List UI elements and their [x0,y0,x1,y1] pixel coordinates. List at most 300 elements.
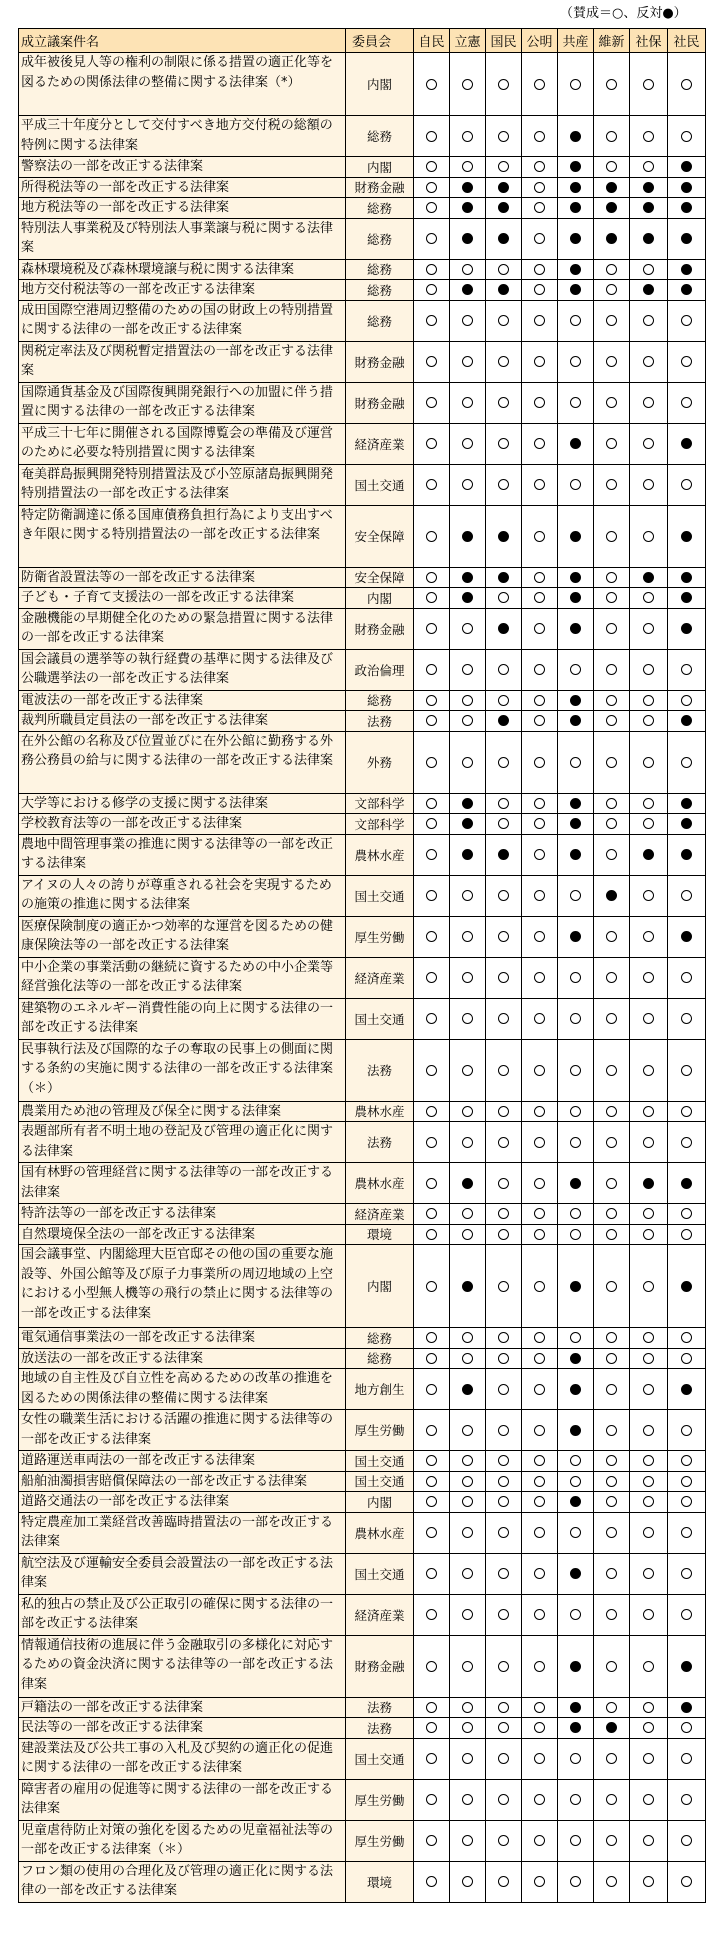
vote-against-mark [570,202,581,213]
vote-for-mark [426,1178,437,1189]
bill-name: 農業用ため池の管理及び保全に関する法律案 [19,1101,346,1122]
vote-cell [558,53,594,116]
vote-cell [450,1451,486,1472]
vote-for-mark [462,890,473,901]
vote-for-mark [534,1661,545,1672]
vote-for-mark [498,890,509,901]
vote-cell [522,1779,558,1820]
vote-cell [594,1163,630,1204]
vote-for-mark [462,1332,473,1343]
vote-cell [522,157,558,178]
vote-cell [486,280,522,301]
vote-for-mark [498,757,509,768]
committee-name: 厚生労働 [346,1410,414,1451]
vote-cell [594,259,630,280]
vote-cell [630,1451,668,1472]
vote-cell [414,875,450,916]
vote-for-mark [534,818,545,829]
bill-name: 特許法等の一部を改正する法律案 [19,1204,346,1225]
vote-against-mark [681,818,692,829]
vote-for-mark [606,1876,617,1887]
vote-cell [450,1369,486,1410]
vote-for-mark [462,1229,473,1240]
vote-cell [450,505,486,567]
vote-cell [558,814,594,835]
vote-for-mark [426,592,437,603]
vote-cell [450,1492,486,1513]
vote-cell [486,1163,522,1204]
committee-name: 文部科学 [346,793,414,814]
vote-for-mark [534,202,545,213]
vote-cell [630,814,668,835]
bill-name: 地域の自主性及び自立性を高めるための改革の推進を図るための関係法律の整備に関する法律案 [19,1369,346,1410]
vote-cell [522,1122,558,1163]
vote-for-mark [606,849,617,860]
vote-for-mark [534,284,545,295]
vote-against-mark [462,182,473,193]
vote-for-mark [534,1455,545,1466]
vote-for-mark [534,757,545,768]
vote-for-mark [534,182,545,193]
vote-cell [668,1348,706,1369]
committee-name: 安全保障 [346,567,414,588]
table-row [19,1451,706,1472]
vote-for-mark [534,264,545,275]
vote-cell [594,711,630,732]
vote-cell [558,690,594,711]
vote-against-mark [498,182,509,193]
vote-cell [558,567,594,588]
committee-name: 内閣 [346,1245,414,1328]
bill-name: 裁判所職員定員法の一部を改正する法律案 [19,711,346,732]
vote-for-mark [534,798,545,809]
vote-for-mark [426,849,437,860]
vote-cell [414,1410,450,1451]
vote-cell [630,1101,668,1122]
vote-against-mark [570,1353,581,1364]
vote-for-mark [643,161,654,172]
vote-for-mark [426,79,437,90]
vote-for-mark [606,757,617,768]
vote-for-mark [606,931,617,942]
bill-name: 船舶油濁損害賠償保障法の一部を改正する法律案 [19,1471,346,1492]
vote-cell [414,1101,450,1122]
vote-cell [414,1471,450,1492]
committee-name: 経済産業 [346,1594,414,1635]
vote-for-mark [498,315,509,326]
vote-cell [630,177,668,198]
vote-cell [450,1039,486,1101]
vote-for-mark [606,1609,617,1620]
vote-cell [668,1820,706,1861]
vote-cell [522,280,558,301]
bill-name: 平成三十年度分として交付すべき地方交付税の総額の特例に関する法律案 [19,116,346,157]
vote-cell [450,1163,486,1204]
vote-cell [558,218,594,259]
vote-for-mark [498,592,509,603]
vote-for-mark [643,1208,654,1219]
vote-cell [594,341,630,382]
vote-cell [450,1594,486,1635]
header-bill-name: 成立議案件名 [19,29,346,53]
vote-cell [558,423,594,464]
vote-cell [414,1820,450,1861]
bill-name: 成年被後見人等の権利の制限に係る措置の適正化等を図るための関係法律の整備に関する法律案（*） [19,53,346,116]
vote-cell [668,1512,706,1553]
vote-cell [486,649,522,690]
vote-for-mark [462,1455,473,1466]
vote-cell [594,814,630,835]
bill-name: 女性の職業生活における活躍の推進に関する法律等の一部を改正する法律案 [19,1410,346,1451]
vote-cell [414,1163,450,1204]
vote-for-mark [462,1353,473,1364]
vote-cell [558,1512,594,1553]
vote-cell [630,1328,668,1349]
committee-name: 国土交通 [346,998,414,1039]
vote-cell [668,690,706,711]
vote-for-mark [570,1835,581,1846]
committee-name: 厚生労働 [346,1779,414,1820]
vote-for-mark [498,1208,509,1219]
vote-for-mark [643,623,654,634]
vote-against-mark [498,202,509,213]
bill-name: 在外公館の名称及び位置並びに在外公館に勤務する外務公務員の給与に関する法律の一部を改正する法律案 [19,731,346,793]
vote-against-mark [681,715,692,726]
vote-cell [558,116,594,157]
vote-for-mark [426,1568,437,1579]
vote-cell [630,1245,668,1328]
vote-cell [414,116,450,157]
vote-for-mark [643,1455,654,1466]
vote-for-mark [426,182,437,193]
bill-name: 学校教育法等の一部を改正する法律案 [19,814,346,835]
vote-against-mark [462,818,473,829]
vote-for-mark [462,1835,473,1846]
vote-for-mark [606,1208,617,1219]
bill-name: 大学等における修学の支援に関する法律案 [19,793,346,814]
vote-cell [486,423,522,464]
vote-cell [630,1718,668,1739]
vote-for-mark [498,1496,509,1507]
vote-cell [630,280,668,301]
vote-for-mark [534,79,545,90]
vote-for-mark [681,1876,692,1887]
table-row [19,649,706,690]
vote-cell [450,218,486,259]
vote-cell [414,649,450,690]
vote-cell [668,998,706,1039]
vote-cell [668,834,706,875]
vote-for-mark [606,438,617,449]
vote-against-mark [570,592,581,603]
bill-name: 建設業法及び公共工事の入札及び契約の適正化の促進に関する法律の一部を改正する法律案 [19,1738,346,1779]
vote-for-mark [643,1609,654,1620]
vote-cell [486,711,522,732]
vote-cell [668,382,706,423]
vote-for-mark [534,1609,545,1620]
vote-cell [486,1369,522,1410]
vote-cell [414,1594,450,1635]
vote-cell [414,382,450,423]
header-committee: 委員会 [346,29,414,53]
vote-for-mark [498,1353,509,1364]
bill-name: 戸籍法の一部を改正する法律案 [19,1697,346,1718]
vote-cell [450,423,486,464]
vote-cell [558,1348,594,1369]
vote-against-mark [643,182,654,193]
vote-for-mark [606,1013,617,1024]
bill-name: 特定農産加工業経営改善臨時措置法の一部を改正する法律案 [19,1512,346,1553]
vote-for-mark [643,715,654,726]
committee-name: 総務 [346,300,414,341]
vote-cell [594,464,630,505]
vote-for-mark [498,1013,509,1024]
committee-name: 法務 [346,1697,414,1718]
vote-cell [450,1779,486,1820]
vote-cell [668,731,706,793]
vote-for-mark [462,1609,473,1620]
vote-for-mark [681,1106,692,1117]
bill-name: 道路交通法の一部を改正する法律案 [19,1492,346,1513]
vote-against-mark [498,849,509,860]
committee-name: 法務 [346,711,414,732]
vote-cell [522,1471,558,1492]
vote-cell [450,259,486,280]
vote-cell [558,1738,594,1779]
table-header [19,29,706,53]
vote-for-mark [426,1835,437,1846]
vote-cell [630,1122,668,1163]
vote-cell [522,1594,558,1635]
vote-cell [486,588,522,609]
vote-cell [522,1635,558,1697]
vote-cell [414,793,450,814]
vote-cell [558,711,594,732]
vote-for-mark [426,695,437,706]
vote-for-mark [643,695,654,706]
vote-for-mark [534,1794,545,1805]
vote-cell [522,1451,558,1472]
vote-cell [450,608,486,649]
vote-cell [630,382,668,423]
vote-cell [522,1163,558,1204]
vote-for-mark [534,572,545,583]
vote-cell [486,259,522,280]
vote-cell [668,1738,706,1779]
vote-for-mark [462,931,473,942]
vote-for-mark [606,1384,617,1395]
vote-for-mark [606,623,617,634]
vote-for-mark [570,664,581,675]
vote-for-mark [681,1496,692,1507]
vote-for-mark [462,79,473,90]
table-row [19,588,706,609]
vote-cell [450,1718,486,1739]
vote-cell [594,1451,630,1472]
vote-for-mark [681,1229,692,1240]
vote-cell [668,1553,706,1594]
vote-cell [630,1512,668,1553]
committee-name: 内閣 [346,53,414,116]
bill-name: 航空法及び運輸安全委員会設置法の一部を改正する法律案 [19,1553,346,1594]
bill-name: 国有林野の管理経営に関する法律等の一部を改正する法律案 [19,1163,346,1204]
vote-for-mark [462,438,473,449]
vote-for-mark [534,479,545,490]
vote-for-mark [681,1425,692,1436]
vote-cell [594,53,630,116]
vote-cell [630,1471,668,1492]
vote-for-mark [462,479,473,490]
vote-for-mark [681,1609,692,1620]
vote-cell [486,198,522,219]
vote-cell [594,280,630,301]
vote-for-mark [681,1476,692,1487]
table-row [19,218,706,259]
vote-cell [668,157,706,178]
vote-against-mark [570,931,581,942]
vote-for-mark [606,1794,617,1805]
table-row [19,1820,706,1861]
vote-cell [558,157,594,178]
table-row [19,875,706,916]
vote-cell [450,1101,486,1122]
vote-cell [558,1492,594,1513]
vote-for-mark [534,1425,545,1436]
vote-cell [450,177,486,198]
vote-cell [594,1594,630,1635]
vote-against-mark [570,1425,581,1436]
vote-against-mark [462,284,473,295]
vote-for-mark [498,1106,509,1117]
vote-for-mark [462,1661,473,1672]
vote-for-mark [643,972,654,983]
vote-for-mark [606,264,617,275]
vote-cell [486,690,522,711]
vote-for-mark [462,757,473,768]
vote-cell [668,711,706,732]
vote-cell [450,1204,486,1225]
vote-for-mark [426,1353,437,1364]
vote-against-mark [570,1661,581,1672]
vote-cell [486,464,522,505]
header-party: 維新 [594,29,630,53]
vote-for-mark [462,356,473,367]
vote-cell [594,505,630,567]
bill-name: 電波法の一部を改正する法律案 [19,690,346,711]
vote-against-mark [681,161,692,172]
vote-cell [668,567,706,588]
vote-for-mark [534,931,545,942]
vote-for-mark [426,1496,437,1507]
vote-for-mark [643,264,654,275]
vote-for-mark [462,1137,473,1148]
vote-for-mark [643,315,654,326]
vote-cell [558,1451,594,1472]
vote-cell [486,1779,522,1820]
vote-against-mark [681,623,692,634]
vote-cell [668,116,706,157]
vote-against-mark [681,1661,692,1672]
vote-cell [486,341,522,382]
vote-cell [486,1553,522,1594]
vote-cell [414,1039,450,1101]
vote-for-mark [643,1476,654,1487]
vote-cell [486,300,522,341]
vote-cell [414,834,450,875]
vote-cell [486,1348,522,1369]
vote-cell [594,423,630,464]
vote-for-mark [462,1876,473,1887]
bill-name: 森林環境税及び森林環境譲与税に関する法律案 [19,259,346,280]
table-row [19,1635,706,1697]
vote-against-mark [570,1496,581,1507]
vote-against-mark [462,202,473,213]
vote-against-mark [462,1178,473,1189]
vote-cell [630,1635,668,1697]
vote-cell [522,1718,558,1739]
vote-against-mark [462,233,473,244]
vote-against-mark [570,572,581,583]
bill-name: 関税定率法及び関税暫定措置法の一部を改正する法律案 [19,341,346,382]
vote-cell [594,1779,630,1820]
vote-for-mark [534,664,545,675]
committee-name: 厚生労働 [346,1820,414,1861]
vote-for-mark [534,1527,545,1538]
vote-cell [558,280,594,301]
vote-for-mark [681,664,692,675]
vote-cell [594,834,630,875]
vote-for-mark [426,1106,437,1117]
vote-for-mark [534,1178,545,1189]
vote-against-mark [681,849,692,860]
vote-cell [594,1224,630,1245]
vote-for-mark [498,1281,509,1292]
vote-against-mark [681,438,692,449]
vote-for-mark [426,1137,437,1148]
vote-cell [594,198,630,219]
vote-against-mark [462,1384,473,1395]
bill-name: 放送法の一部を改正する法律案 [19,1348,346,1369]
vote-for-mark [426,1013,437,1024]
vote-for-mark [462,1065,473,1076]
vote-against-mark [498,715,509,726]
vote-cell [522,1553,558,1594]
vote-for-mark [498,1794,509,1805]
table-row [19,1553,706,1594]
vote-for-mark [570,757,581,768]
committee-name: 経済産業 [346,1204,414,1225]
vote-cell [450,280,486,301]
vote-for-mark [534,356,545,367]
bill-name: 民事執行法及び国際的な子の奪取の民事上の側面に関する条約の実施に関する法律の一部を改正する法律案（＊） [19,1039,346,1101]
vote-against-mark [462,1281,473,1292]
vote-cell [668,1224,706,1245]
vote-cell [558,1204,594,1225]
vote-for-mark [681,315,692,326]
vote-cell [414,1697,450,1718]
vote-against-mark [462,798,473,809]
vote-cell [486,1224,522,1245]
vote-cell [486,1820,522,1861]
vote-cell [414,814,450,835]
vote-cell [522,300,558,341]
vote-cell [522,814,558,835]
vote-against-mark [570,695,581,706]
committee-name: 農林水産 [346,1512,414,1553]
vote-against-mark [570,233,581,244]
vote-cell [594,382,630,423]
vote-cell [414,157,450,178]
